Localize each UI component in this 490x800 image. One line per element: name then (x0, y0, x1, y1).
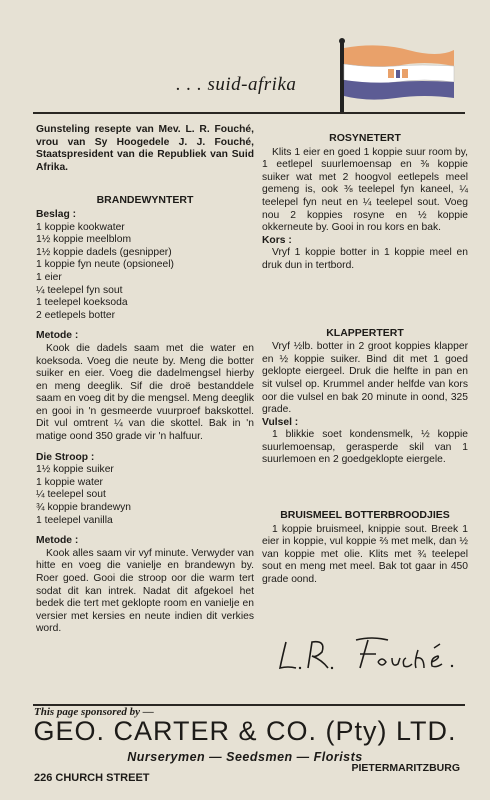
ingredient-line: 1½ koppie suiker (36, 464, 114, 476)
stroop-ingredients (36, 464, 254, 527)
bruismeel-text: 1 koppie bruismeel, knippie sout. Breek 1 eier in koppie, vul koppie ⅔ met melk, dan ½ van koppie met olie. Klits met ¾ teelepel sout en meng met meel. Bak tot gaar in 450 grade oond. (262, 523, 468, 586)
beslag-ingredients (36, 222, 254, 323)
ingredient-line: 1½ koppie meelblom (36, 234, 132, 246)
top-divider (33, 112, 465, 114)
ingredient-line: 1 koppie fyn neute (opsioneel) (36, 259, 174, 271)
vulsel-text: 1 blikkie soet kondensmelk, ½ koppie suurlemoensap, gerasperde skil van 1 suurlemoen en 2 goedgeklopte eiergele. (262, 429, 468, 466)
ingredient-line: ¼ teelepel sout (36, 489, 106, 501)
address-city: PIETERMARITZBURG (351, 762, 460, 774)
ingredient-line: 2 eetlepels botter (36, 309, 115, 321)
recipe-title-klappertert: KLAPPERTERT (326, 326, 404, 339)
ingredient-line: 1 koppie water (36, 476, 103, 488)
address-street: 226 CHURCH STREET (34, 772, 150, 784)
company-name: GEO. CARTER & CO. (Pty) LTD. (33, 716, 457, 746)
south-africa-flag-icon (338, 38, 456, 114)
beslag-label: Beslag : (36, 208, 77, 220)
metode-label: Metode : (36, 330, 79, 342)
kors-label: Kors : (262, 234, 292, 246)
ingredient-line: 1 koppie kookwater (36, 221, 125, 233)
signature (272, 628, 472, 674)
ingredient-line: ¾ koppie brandewyn (36, 502, 132, 514)
page-heading: . . . suid-afrika (176, 74, 297, 95)
stroop-label: Die Stroop : (36, 451, 95, 463)
intro-text: Gunsteling resepte van Mev. L. R. Fouché, vrou van Sy Hoogedele J. J. Fouché, Staatspresident van die Republiek van Suid Afrika. (36, 124, 254, 173)
left-column (36, 124, 254, 636)
metode2-text: Kook alles saam vir vyf minute. Verwyder van hitte en voeg die vanielje en brandewyn by. Roer goed. Gooi die stroop oor die warm tert sodat dit kan intrek. Nadat dit afgekoel het bedek die tert met geklopte room en vanielje en versier met kersies en neute indien dit verkies word. (36, 547, 254, 635)
company-tagline: Nurserymen — Seedsmen — Florists (127, 750, 363, 764)
metode2-label: Metode : (36, 535, 79, 547)
rosynetert-text: Klits 1 eier en goed 1 koppie suur room by, 1 eetlepel suurlemoensap en ⅜ koppie suiker wat met 2 hoogvol eetlepels meel gemeng is, ook ⅜ teelepel fyn kaneel, ¼ teelepel fyn neut en ¼ teelepel sout. Voeg nou 2 koppies rosyne en ½ koppie okkerneute by. Gooi in rou kors en bak. (262, 146, 468, 234)
right-column (262, 132, 468, 587)
ingredient-line: ¼ teelepel fyn sout (36, 284, 123, 296)
recipe-title-bruismeel: BRUISMEEL BOTTERBROODJIES (280, 509, 450, 522)
klappertert-text: Vryf ½lb. botter in 2 groot koppies klapper en ½ koppie suiker. Bind dit met 1 goed geklopte eiergeel. Druk die helfte in pan en sit vulsel op. Krummel ander helfde van kors oor die vulsel en bak 20 minute in oond, 325 grade. (262, 341, 468, 416)
vulsel-label: Vulsel : (262, 416, 299, 428)
sponsored-label: This page sponsored by — (34, 706, 154, 718)
recipe-title-brandewyntert: BRANDEWYNTERT (96, 194, 194, 207)
ingredient-line: 1 teelepel koeksoda (36, 297, 128, 309)
ingredient-line: 1 eier (36, 271, 62, 283)
ingredient-line: 1½ koppie dadels (gesnipper) (36, 246, 172, 258)
recipe-title-rosynetert: ROSYNETERT (329, 132, 401, 144)
kors-text: Vryf 1 koppie botter in 1 koppie meel en druk dun in tertbord. (262, 247, 468, 271)
metode-text: Kook die dadels saam met die water en koeksoda. Voeg die neute by. Meng die botter suiker en eier. Voeg die dadelmengsel hierby en meng deeglik. Sif die droë bestanddele saam en voeg dit by die mengsel. Meng deeglik en gooi in 'n gesmeerde vuurproef bakskottel. Dit vul omtrent ¼ van die skottel. Bak in 'n matige oond 350 grade vir 'n halfuur. (36, 342, 254, 443)
ingredient-line: 1 teelepel vanilla (36, 514, 113, 526)
